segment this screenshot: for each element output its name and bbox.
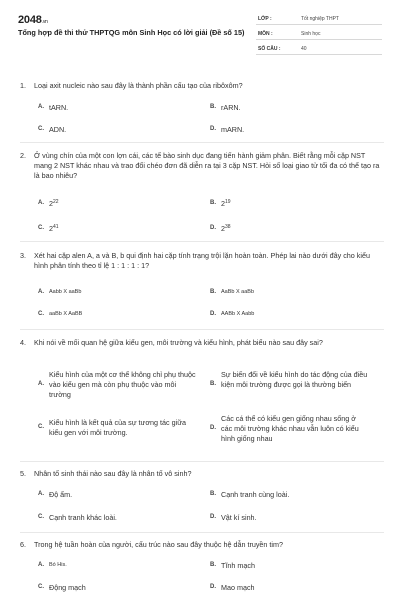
- meta-key: MÔN :: [258, 31, 273, 37]
- exam-title: Tổng hợp đề thi thử THPTQG môn Sinh Học có lời giải (Đề số 15): [18, 28, 245, 37]
- question-stem: 6. Trong hệ tuần hoàn của người, cấu trúc nào sau đây thuộc hệ dẫn truyền tim?: [20, 540, 284, 549]
- brand-logo[interactable]: 2048.vn: [18, 14, 48, 26]
- meta-key: LỚP :: [258, 16, 272, 22]
- meta-value: 40: [301, 46, 307, 52]
- question-stem: 4. Khi nói về mối quan hệ giữa kiểu gen, môi trường và kiểu hình, phát biểu nào sau đây sai?: [20, 338, 323, 347]
- question-number: 6.: [20, 540, 26, 549]
- page-header: [18, 14, 382, 58]
- question-number: 4.: [20, 338, 26, 347]
- question-1: [20, 81, 384, 91]
- question-divider: [20, 329, 384, 330]
- exam-page: 2048.vn Tổng hợp đề thi thử THPTQG môn Sinh Học có lời giải (Đề số 15) LỚP : Tốt nghiệp THPT MÔN : Sinh học SỐ CÂU : 40 1. Loại axit nucleic nào sau đây là thành phần cấu tạo của ribôxôm? A. tARN. B. rARN. C. ADN. D. mARN. 2. Ở vùng chín của một con lợn cái, các tế bào sinh dục đang tiến hành giảm phân. Biết rằng mỗi cặp NST mang 2 NST khác nhau và trao đổi chéo đơn đã diễn ra tại 3 cặp NST. Hỏi số loại giao tử tối đa có thể tạo ra là bao nhiêu? A. $2^{22}$ B. $2^{19}$ C. $2^{41}$ D. $2^{38}$ 3. Xét hai cặp alen A, a và B, b qui định hai cặp tính trạng trội lặn hoàn toàn. Phép lai nào dưới đây cho kiểu hình phân tính theo tỉ lệ 1 : 1 : 1 : 1? A. Aabb X aaBb B. AaBb X aaBb C. aaBb X AaBB D. AABb X Aabb 4. Khi nói về mối quan hệ giữa kiểu gen, môi trường và kiểu hình, phát biểu nào sau đây sai? A. Kiểu hình của một cơ thể không chỉ phụ thuộc vào kiểu gen mà còn phụ thuộc vào môi trường B. Sự biến đổi về kiểu hình do tác động của điều kiện môi trường được gọi là thường biến C. Kiểu hình là kết quả của sự tương tác giữa kiểu gen với môi trường. D. Các cá thể có kiểu gen giống nhau sống ở các môi trường khác nhau vẫn luôn có kiểu hình giống nhau 5. Nhân tố sinh thái nào sau đây là nhân tố vô sinh? A. Độ ẩm. B. Cạnh tranh cùng loài. C. Cạnh tranh khác loài. D. Vật kí sinh. 6. Trong hệ tuần hoàn của người, cấu trúc nào sau đây thuộc hệ dẫn truyền tim? A. Bó His. B. Tĩnh mạch C. Động mạch D. Mao mạch: [0, 0, 400, 600]
- question-divider: [20, 532, 384, 533]
- meta-value: Sinh học: [301, 31, 321, 37]
- meta-row-grade: [256, 14, 382, 25]
- question-6: [20, 540, 384, 550]
- question-divider: [20, 142, 384, 143]
- question-divider: [20, 241, 384, 242]
- question-2: [20, 151, 384, 181]
- question-number: 5.: [20, 469, 26, 478]
- question-3: [20, 251, 384, 271]
- question-number: 3.: [20, 251, 26, 260]
- meta-row-count: [256, 44, 382, 55]
- meta-row-subject: [256, 29, 382, 40]
- question-number: 2.: [20, 151, 26, 160]
- question-divider: [20, 461, 384, 462]
- exam-meta: [256, 14, 382, 55]
- question-number: 1.: [20, 81, 26, 90]
- question-stem: 3. Xét hai cặp alen A, a và B, b qui định hai cặp tính trạng trội lặn hoàn toàn. Phép lai nào dưới đây cho kiểu hình phân tính theo tỉ lệ 1 : 1 : 1 : 1?: [20, 251, 370, 270]
- question-stem: 5. Nhân tố sinh thái nào sau đây là nhân tố vô sinh?: [20, 469, 192, 478]
- question-stem: 1. Loại axit nucleic nào sau đây là thành phần cấu tạo của ribôxôm?: [20, 81, 243, 90]
- meta-value: Tốt nghiệp THPT: [301, 16, 339, 22]
- meta-key: SỐ CÂU :: [258, 46, 281, 52]
- question-stem: 2. Ở vùng chín của một con lợn cái, các tế bào sinh dục đang tiến hành giảm phân. Biết rằng mỗi cặp NST mang 2 NST khác nhau và trao đổi chéo đơn đã diễn ra tại 3 cặp NST. Hỏi số loại giao tử tối đa có thể tạo ra là bao nhiêu?: [20, 151, 380, 180]
- question-4: [20, 338, 384, 348]
- question-5: [20, 469, 384, 479]
